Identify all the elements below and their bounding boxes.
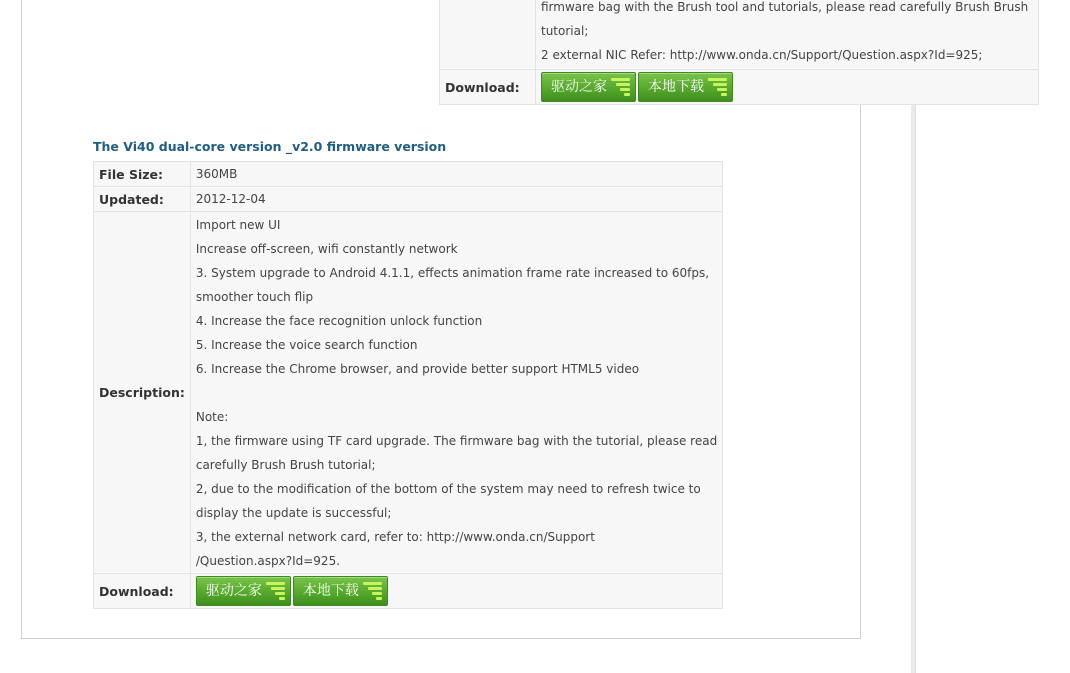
description-line: 2, due to the modification of the bottom of the system may need to refresh twice to bbox=[195, 482, 701, 496]
description-line: Increase off-screen, wifi constantly network bbox=[195, 242, 458, 256]
description-line: firmware bag with the Brush tool and tutorials, please read carefully Brush Brush bbox=[541, 0, 1029, 14]
description-line: 6. Increase the Chrome browser, and provide better support HTML5 video bbox=[195, 362, 640, 376]
download-label: Download: bbox=[94, 574, 191, 609]
firmware-table bbox=[93, 161, 723, 609]
description-row bbox=[94, 212, 723, 574]
download-buttons-cell bbox=[536, 70, 1039, 105]
updated-value: 2012-12-04 bbox=[190, 187, 722, 212]
download-lines-icon bbox=[708, 78, 727, 96]
description-line: 1, the firmware using TF card upgrade. The firmware bag with the tutorial, please read bbox=[195, 434, 718, 448]
download-button-group bbox=[196, 574, 717, 608]
download-button-local[interactable] bbox=[638, 72, 733, 102]
download-button-label: 驱动之家 bbox=[551, 79, 607, 95]
download-button-mydrivers[interactable] bbox=[541, 72, 636, 102]
description-line: display the update is successful; bbox=[195, 506, 392, 520]
firmware-table-previous bbox=[439, 0, 1039, 105]
download-row bbox=[440, 70, 1039, 105]
description-value bbox=[190, 212, 722, 574]
description-line: 4. Increase the face recognition unlock function bbox=[195, 314, 483, 328]
firmware-section-title: The Vi40 dual-core version _v2.0 firmware version bbox=[93, 139, 447, 154]
description-label-cell bbox=[440, 0, 536, 70]
download-button-mydrivers[interactable] bbox=[196, 576, 291, 606]
download-lines-icon bbox=[611, 78, 630, 96]
download-button-group bbox=[541, 70, 1033, 104]
description-line: /Question.aspx?Id=925. bbox=[195, 554, 341, 568]
download-button-local[interactable] bbox=[293, 576, 388, 606]
description-row bbox=[440, 0, 1039, 70]
download-lines-icon bbox=[363, 582, 382, 600]
download-buttons-cell bbox=[190, 574, 722, 609]
download-button-label: 本地下载 bbox=[648, 79, 704, 95]
file-size-row bbox=[94, 162, 723, 187]
description-line: tutorial; bbox=[541, 24, 589, 38]
description-line: carefully Brush Brush tutorial; bbox=[195, 458, 376, 472]
description-label: Description: bbox=[94, 212, 191, 574]
description-line: 3. System upgrade to Android 4.1.1, effects animation frame rate increased to 60fps, bbox=[195, 266, 710, 280]
description-line: 2 external NIC Refer: http://www.onda.cn/Support/Question.aspx?Id=925; bbox=[541, 48, 983, 62]
download-button-label: 本地下载 bbox=[302, 583, 359, 599]
download-lines-icon bbox=[266, 582, 285, 600]
file-size-value: 360MB bbox=[190, 162, 722, 187]
description-line: Import new UI bbox=[195, 218, 281, 232]
download-label: Download: bbox=[440, 70, 536, 105]
description-blank-line bbox=[196, 381, 717, 405]
updated-row bbox=[94, 187, 723, 212]
download-button-label: 驱动之家 bbox=[205, 583, 262, 599]
download-row bbox=[94, 574, 723, 609]
description-line: 5. Increase the voice search function bbox=[195, 338, 418, 352]
description-line: Note: bbox=[195, 410, 229, 424]
updated-label: Updated: bbox=[94, 187, 191, 212]
description-line: smoother touch flip bbox=[195, 290, 314, 304]
description-value-cell bbox=[536, 0, 1039, 70]
description-line: 3, the external network card, refer to: http://www.onda.cn/Support bbox=[195, 530, 595, 544]
file-size-label: File Size: bbox=[94, 162, 191, 187]
